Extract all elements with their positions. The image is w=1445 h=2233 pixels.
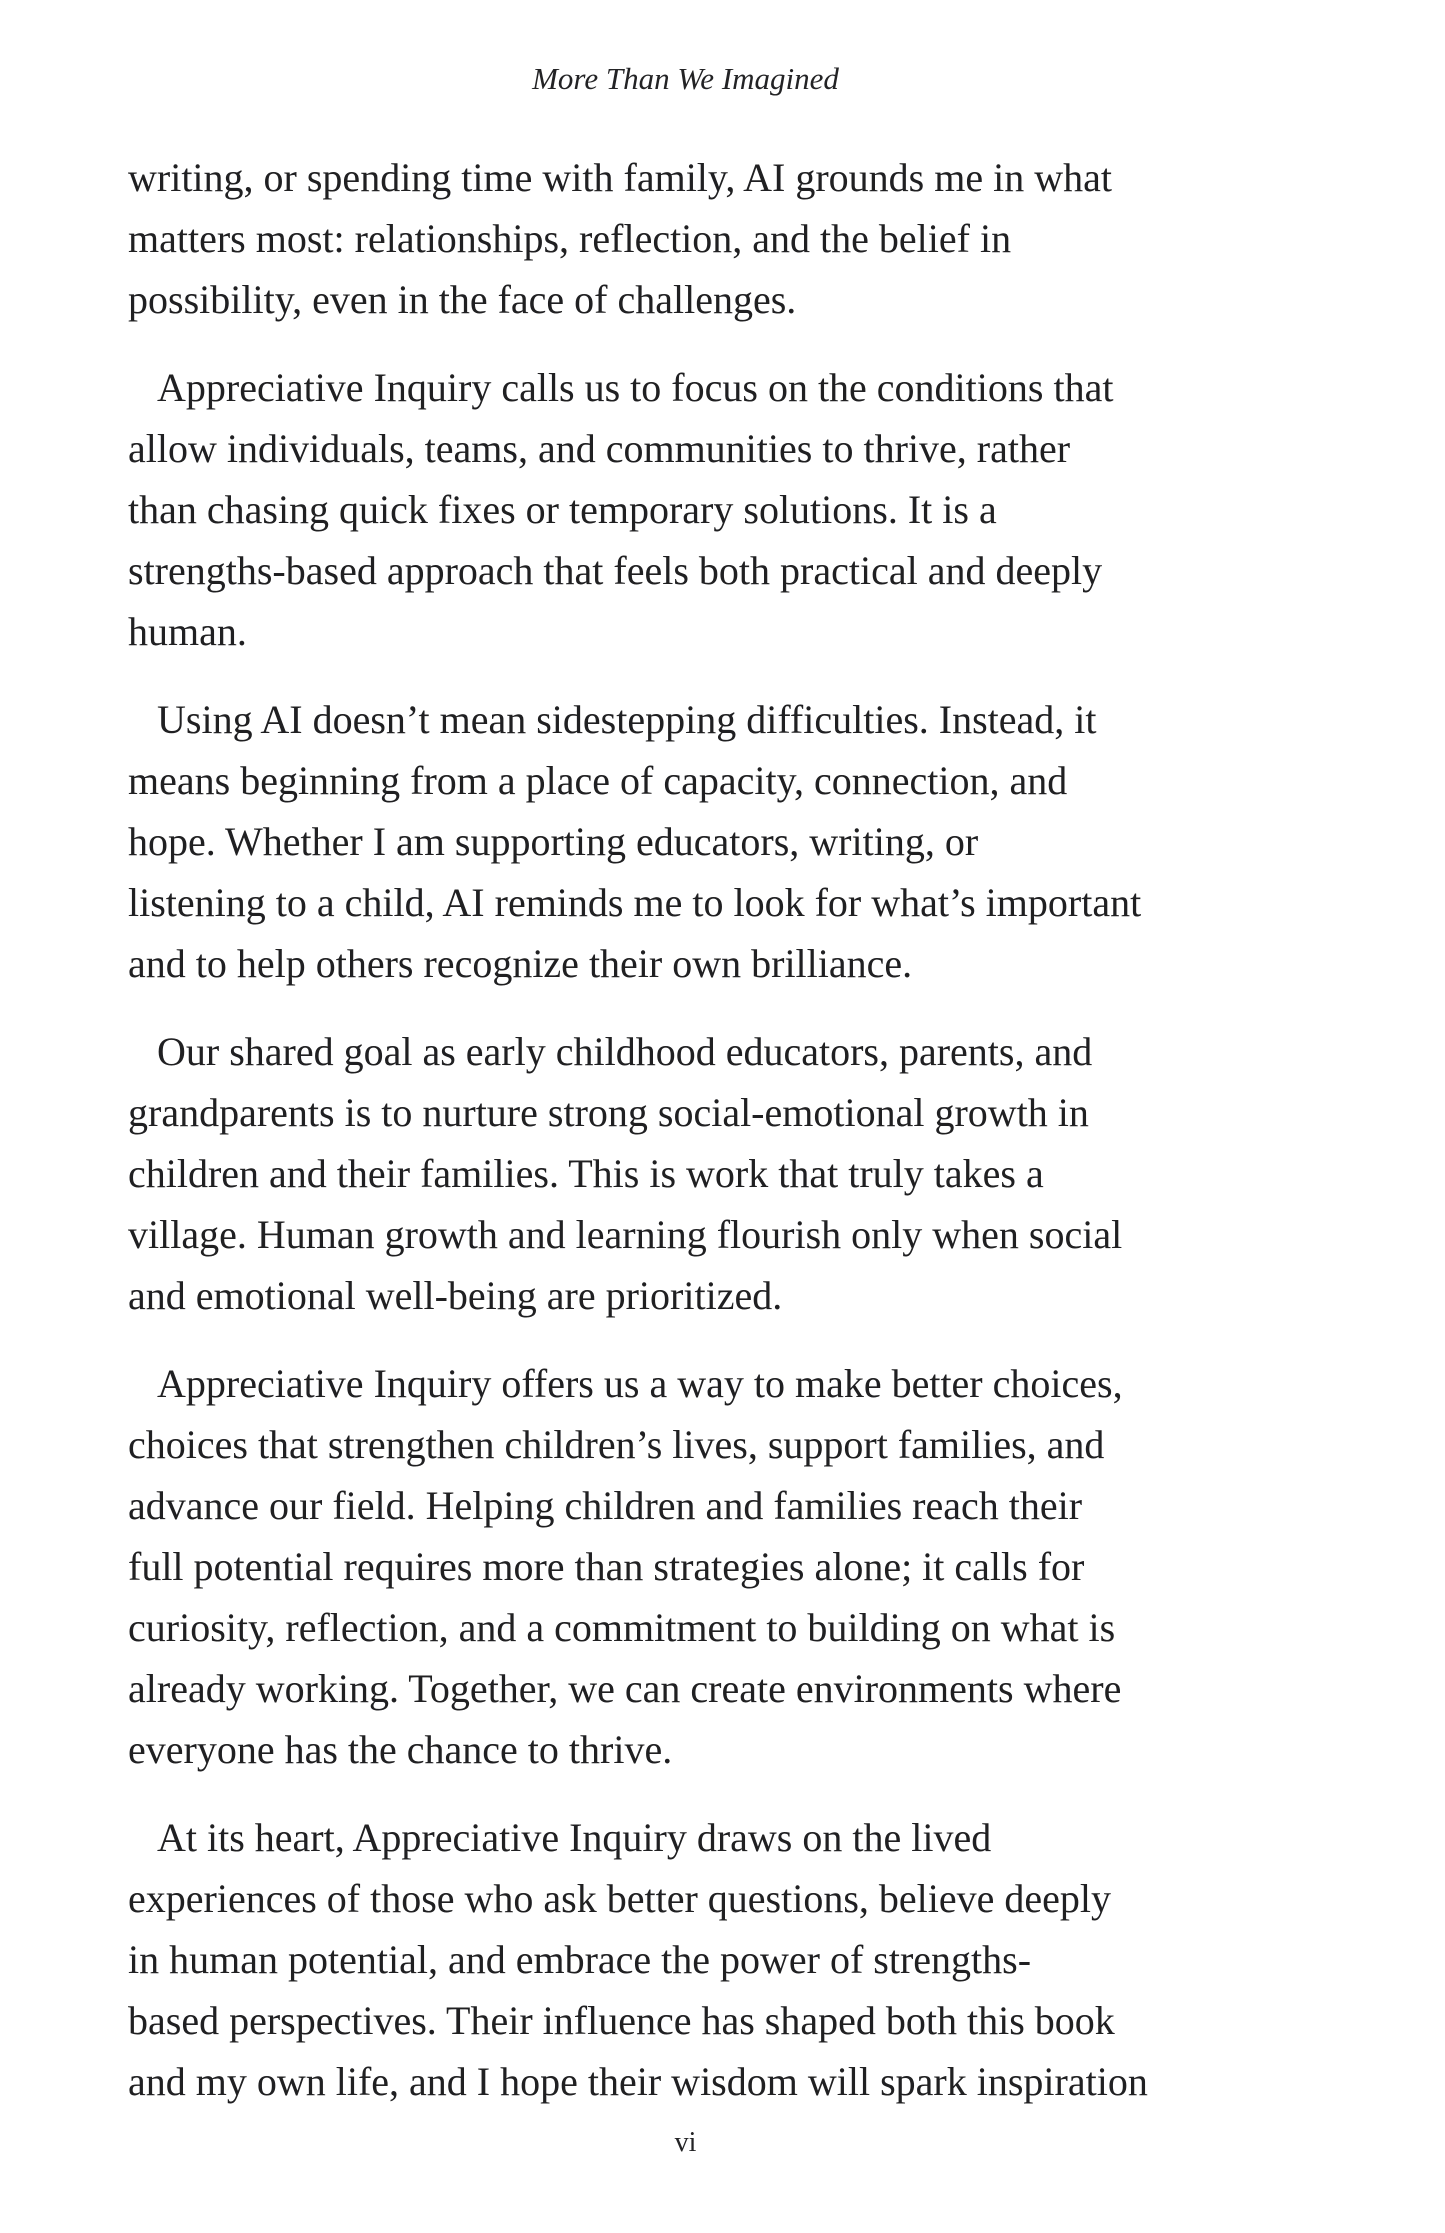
text-line: Our shared goal as early childhood educators, parents, and — [157, 1029, 1093, 1074]
text-line: based perspectives. Their influence has shaped both this book — [128, 1998, 1115, 2043]
body-text — [128, 147, 1243, 2112]
text-line: and to help others recognize their own brilliance. — [128, 941, 913, 986]
text-line: Using AI doesn’t mean sidestepping difficulties. Instead, it — [157, 697, 1097, 742]
text-line: writing, or spending time with family, AI grounds me in what — [128, 155, 1112, 200]
text-line: Appreciative Inquiry calls us to focus on the conditions that — [157, 365, 1114, 410]
text-line: means beginning from a place of capacity, connection, and — [128, 758, 1068, 803]
text-line: allow individuals, teams, and communities to thrive, rather — [128, 426, 1071, 471]
text-line: matters most: relationships, reflection, and the belief in — [128, 216, 1012, 261]
paragraph — [128, 1021, 1243, 1326]
paragraph — [128, 357, 1243, 662]
text-line: Appreciative Inquiry offers us a way to make better choices, — [157, 1361, 1123, 1406]
text-line: and my own life, and I hope their wisdom will spark inspiration — [128, 2059, 1148, 2104]
text-line: human. — [128, 609, 247, 654]
text-line: children and their families. This is work that truly takes a — [128, 1151, 1044, 1196]
paragraph — [128, 689, 1243, 994]
text-line: in human potential, and embrace the power of strengths- — [128, 1937, 1032, 1982]
text-line: curiosity, reflection, and a commitment to building on what is — [128, 1605, 1116, 1650]
text-line: full potential requires more than strategies alone; it calls for — [128, 1544, 1085, 1589]
paragraph — [128, 1353, 1243, 1780]
text-line: advance our field. Helping children and families reach their — [128, 1483, 1083, 1528]
text-line: everyone has the chance to thrive. — [128, 1727, 673, 1772]
text-line: and emotional well-being are prioritized. — [128, 1273, 783, 1318]
text-line: strengths-based approach that feels both practical and deeply — [128, 548, 1103, 593]
text-line: hope. Whether I am supporting educators, writing, or — [128, 819, 979, 864]
running-header-title: More Than We Imagined — [532, 61, 839, 96]
paragraph — [128, 147, 1243, 330]
text-line: already working. Together, we can create environments where — [128, 1666, 1122, 1711]
paragraph — [128, 1807, 1243, 2112]
text-line: At its heart, Appreciative Inquiry draws on the lived — [157, 1815, 992, 1860]
text-line: listening to a child, AI reminds me to look for what’s important — [128, 880, 1142, 925]
text-line: choices that strengthen children’s lives, support families, and — [128, 1422, 1105, 1467]
text-line: than chasing quick fixes or temporary solutions. It is a — [128, 487, 997, 532]
text-line: grandparents is to nurture strong social-emotional growth in — [128, 1090, 1089, 1135]
page-number: vi — [674, 2127, 697, 2158]
text-line: experiences of those who ask better questions, believe deeply — [128, 1876, 1112, 1921]
text-line: village. Human growth and learning flourish only when social — [128, 1212, 1123, 1257]
text-line: possibility, even in the face of challenges. — [128, 277, 797, 322]
